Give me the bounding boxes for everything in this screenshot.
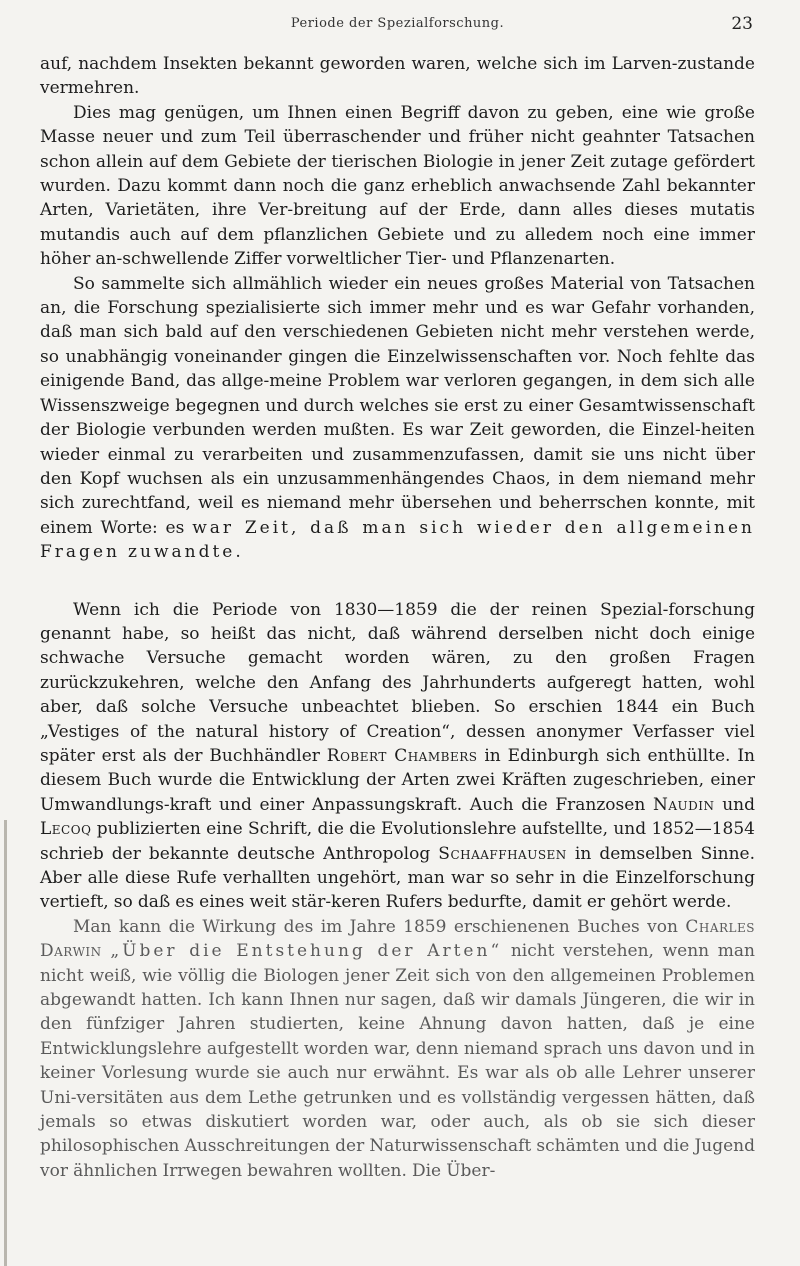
paragraph-5-part-1: Man kann die Wirkung des im Jahre 1859 erschienenen Buches von (73, 916, 678, 937)
paragraph-3-text: So sammelte sich allmählich wieder ein neues großes Material von Tatsachen an, die Forschung spezialisierte sich immer mehr und es war Gefahr vorhanden, daß man sich bald auf den verschiedenen Gebieten nicht mehr verstehen werde, so unabhängig voneinander gingen die Einzelwissenschaften vor. Noch fehlte das einigende Band, das allge-meine Problem war verloren gegangen, in dem sich alle Wissenszweige begegnen und durch welches sie erst zu einer Gesamtwissenschaft der Biologie verbunden werden mußten. Es war Zeit geworden, die Einzel-heiten wieder einmal zu verarbeiten und zusammenzufassen, damit sie uns nicht über den Kopf wuchsen als ein unzusammenhängendes Chaos, in dem niemand mehr sich zurechtfand, weil es niemand mehr übersehen und beherrschen konnte, mit einem Worte: es (40, 273, 755, 538)
paragraph-3 (40, 272, 755, 565)
paragraph-5 (40, 915, 755, 1183)
paragraph-4 (40, 598, 755, 915)
book-page (40, 0, 755, 1266)
paragraph-4-part-2: in Edinburgh sich enthüllte. In diesem Buch wurde die Entwicklung der Arten zwei Kräften zugeschrieben, einer Umwandlungs-kraft und einer Anpassungskraft. Auch die Franzosen (40, 745, 755, 815)
paragraph-4-part-3: und (722, 794, 756, 815)
spaced-emphasis: war Zeit, daß man sich wieder den allgemeinen Fragen zuwandte. (40, 517, 756, 563)
paragraph-2-text: Dies mag genügen, um Ihnen einen Begriff davon zu geben, eine wie große Masse neuer und zum Teil überraschender und früher nicht geahnter Tatsachen schon allein auf dem Gebiete der tierischen Biologie in jener Zeit zutage gefördert wurden. Dazu kommt dann noch die ganz erheblich anwachsende Zahl bekannter Arten, Varietäten, ihre Ver-breitung auf der Erde, dann alles dieses mutatis mutandis auch auf dem pflanzlichen Gebiete und zu alledem noch eine immer höher an-schwellende Ziffer vorweltlicher Tier- und Pflanzenarten. (40, 102, 755, 270)
paragraph-4-part-1: Wenn ich die Periode von 1830—1859 die der reinen Spezial-forschung genannt habe, so heißt das nicht, daß während derselben nicht doch einige schwache Versuche gemacht worden wären, zu den großen Fragen zurückzukehren, welche den Anfang des Jahrhunderts aufgeregt hatten, wohl aber, daß solche Versuche unbeachtet blieben. So erschien 1844 ein Buch „Vestiges of the natural history of Creation“, dessen anonymer Verfasser viel später erst als der Buchhändler (40, 599, 755, 766)
paragraph-1 (40, 52, 755, 101)
author-name-naudin: Naudin (653, 794, 715, 815)
page-header (40, 0, 755, 52)
author-name-lecoq: Lecoq (40, 819, 92, 840)
body-text (40, 52, 755, 1183)
author-name-chambers: Robert Chambers (326, 745, 478, 766)
paragraph-1-text: auf, nachdem Insekten bekannt geworden waren, welche sich im Larven-zustande vermehren. (40, 54, 755, 99)
page-number: 23 (731, 14, 753, 34)
running-head: Periode der Spezialforschung. (290, 16, 505, 31)
paragraph-4-part-5: in demselben Sinne. Aber alle diese Rufe verhallten ungehört, man war so sehr in die Einzelforschung vertieft, so daß es eines weit stär-keren Rufers bedurfte, damit er gehört werde. (40, 843, 756, 913)
page-edge-shadow (4, 820, 7, 1266)
paragraph-2 (40, 101, 755, 272)
paragraph-5-part-2: nicht verstehen, wenn man nicht weiß, wie völlig die Biologen jener Zeit sich von den allgemeinen Problemen abgewandt hatten. Ich kann Ihnen nur sagen, daß wir damals Jüngeren, die wir in den fünfziger Jahren studierten, keine Ahnung davon hatten, daß je eine Entwicklungslehre aufgestellt worden war, denn niemand sprach uns davon und in keiner Vorlesung wurde sie auch nur erwähnt. Es war als ob alle Lehrer unserer Uni-versitäten aus dem Lethe getrunken und es vollständig vergessen hätten, daß jemals so etwas diskutiert worden war, oder auch, als ob sie sich dieser philosophischen Ausschreitungen der Naturwissenschaft schämten und die Jugend vor ähnlichen Irrwegen bewahren wollten. Die Über- (40, 941, 755, 1181)
author-name-darwin: Charles Darwin (40, 916, 755, 962)
paragraph-4-part-4: publizierten eine Schrift, die die Evolutionslehre aufstellte, und 1852—1854 schrieb der bekannte deutsche Anthropolog (40, 819, 755, 864)
book-title-emphasis: „Über die Entstehung der Arten“ (110, 941, 503, 962)
author-name-schaaffhausen: Schaaffhausen (438, 843, 567, 864)
